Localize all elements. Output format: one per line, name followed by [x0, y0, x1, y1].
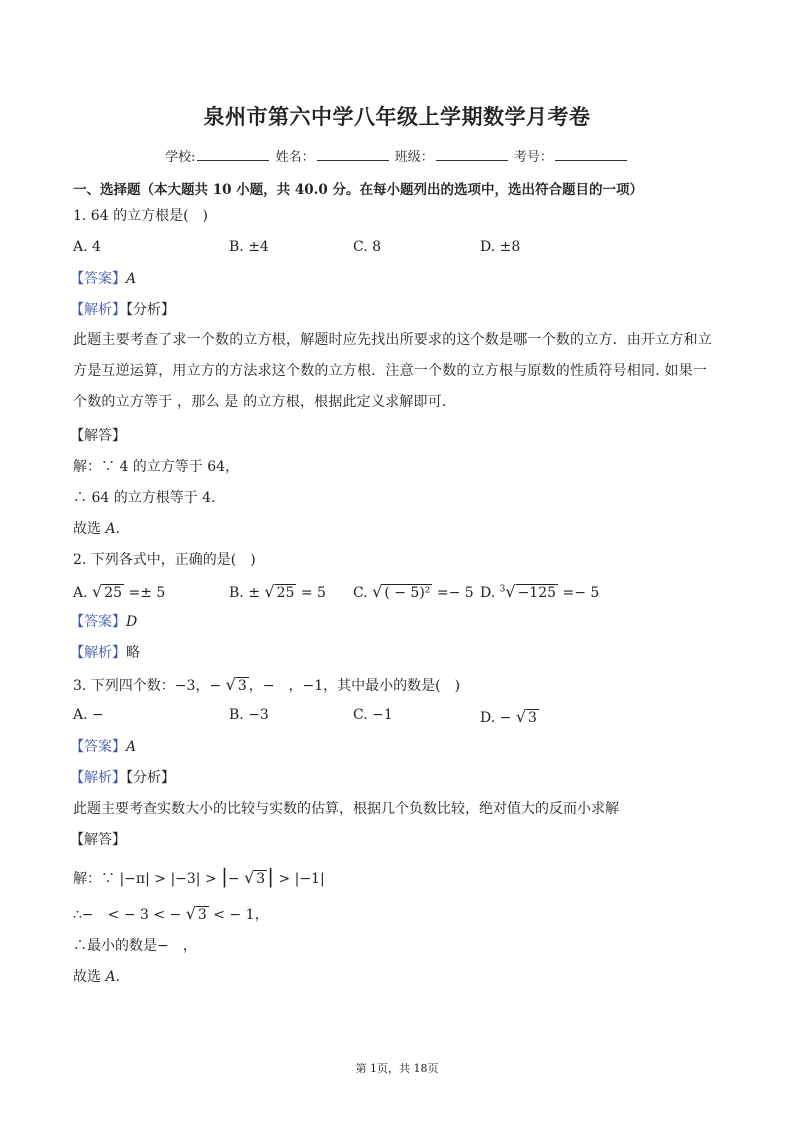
number-label: 考号： — [513, 150, 553, 165]
option-rest: =− 5 — [558, 585, 600, 601]
stem-prefix: 3. 下列四个数：−3，− — [73, 678, 226, 694]
class-label: 班级： — [394, 150, 434, 165]
q3-jieda-tag: 【解答】 — [70, 832, 126, 848]
q2-analysis — [70, 643, 140, 663]
q3-stem: 3. 下列四个数：−3，− √ 3 ，− ，−1，其中最小的数是( ) — [73, 675, 461, 694]
answer-value: A — [126, 739, 137, 755]
answer-value: A — [126, 271, 137, 287]
q1-jieda-tag: 【解答】 — [70, 428, 126, 444]
analysis-tag: 【解析】 — [70, 645, 126, 661]
option-rest: =− 5 — [432, 585, 474, 601]
radicand: 25 — [276, 585, 295, 601]
q3-step-2: ∴− < − 3 < − √ 3 < − 1， — [73, 904, 269, 923]
q3-step-3: ∴最小的数是− ， — [73, 938, 197, 954]
option-label: D. − — [480, 710, 516, 726]
q2-option-c: C. √ ( − 5)² =− 5 — [353, 582, 474, 601]
radicand: −125 — [517, 585, 557, 601]
q3-option-c: C. −1 — [353, 707, 393, 723]
q2-answer — [70, 612, 137, 632]
analysis-tag: 【解析】 — [70, 302, 126, 318]
q1-option-c: C. 8 — [353, 239, 382, 255]
choose-letter: A — [105, 969, 116, 985]
q3-step-4 — [73, 967, 130, 987]
q1-step-3 — [73, 519, 130, 539]
q1-option-d: D. ±8 — [480, 239, 521, 255]
choose-suffix: ． — [115, 521, 130, 537]
root-index: 3 — [499, 584, 506, 595]
fenxi-tag: 【分析】 — [126, 770, 175, 786]
q3-option-d: D. − √ 3 — [480, 707, 537, 726]
option-label: A. — [73, 585, 93, 601]
q2-option-d: D. $^3$√ −125 =− 5 — [480, 582, 600, 601]
q3-option-a: A. − — [73, 707, 104, 723]
q2-option-b: B. ± √ 25 = 5 — [229, 582, 326, 601]
q1-stem: 1. 64 的立方根是( ) — [73, 208, 208, 224]
radicand: 3 — [197, 907, 207, 923]
q1-analysis-text: 此题主要考查了求一个数的立方根，解题时应先找出所要求的这个数是哪一个数的立方．由开立方和立方是互逆运算，用立方的方法求这个数的立方根．注意一个数的立方根与原数的性质符号相同. 如果一个数的立方等于 ，那么 是 的立方根，根据此定义求解即可． — [73, 332, 712, 410]
q3-step-1: 解：∵ |−π| > |−3| > |− √ 3 | > |−1| — [73, 864, 325, 888]
number-blank — [555, 148, 627, 161]
fenxi-tag: 【分析】 — [126, 302, 175, 318]
radicand: 25 — [104, 585, 123, 601]
option-label: D. — [480, 585, 500, 601]
q1-step-2: ∴ 64 的立方根等于 4． — [73, 490, 226, 506]
radicand: 3 — [256, 871, 266, 887]
q1-step-1: 解：∵ 4 的立方等于 64， — [73, 459, 240, 475]
q3-analysis-text: 此题主要考查实数大小的比较与实数的估算，根据几个负数比较，绝对值大的反而小求解 — [73, 801, 619, 817]
q3-analysis-heading — [70, 768, 175, 788]
answer-tag: 【答案】 — [70, 614, 126, 630]
radicand: ( − 5)² — [384, 585, 431, 601]
step-prefix: 解：∵ |−π| > |−3| > — [73, 871, 222, 887]
page-title: 泉州市第六中学八年级上学期数学月考卷 — [203, 104, 591, 129]
choose-prefix: 故选 — [73, 521, 106, 537]
analysis-text: 略 — [126, 645, 140, 661]
step-prefix: ∴− < − 3 < − — [73, 907, 186, 923]
option-label: B. ± — [229, 585, 265, 601]
step-suffix: < − 1， — [208, 907, 269, 923]
page-footer: 第 1页，共 18页 — [355, 1062, 439, 1075]
name-blank — [317, 148, 389, 161]
student-info-line — [0, 146, 794, 165]
section-heading: 一、选择题（本大题共 10 小题，共 40.0 分。在每小题列出的选项中，选出符合题目的一项） — [73, 182, 643, 198]
q1-analysis-heading — [70, 300, 175, 320]
stem-suffix: ，− ，−1，其中最小的数是( ) — [248, 678, 461, 694]
option-rest: =± 5 — [124, 585, 166, 601]
radicand: 3 — [237, 678, 247, 694]
analysis-tag: 【解析】 — [70, 770, 126, 786]
school-blank — [197, 148, 269, 161]
radicand: 3 — [528, 710, 537, 726]
q3-option-b: B. −3 — [229, 707, 269, 723]
q2-stem: 2. 下列各式中，正确的是( ) — [73, 552, 256, 568]
name-label: 姓名： — [275, 150, 315, 165]
q1-option-b: B. ±4 — [229, 239, 269, 255]
step-suffix: > |−1| — [273, 871, 325, 887]
q1-answer — [70, 269, 136, 289]
answer-tag: 【答案】 — [70, 739, 126, 755]
class-blank — [436, 148, 508, 161]
answer-tag: 【答案】 — [70, 271, 126, 287]
choose-letter: A — [105, 521, 116, 537]
q2-option-a: A. √ 25 =± 5 — [73, 582, 166, 601]
answer-value: D — [126, 614, 138, 630]
school-label: 学校: — [165, 150, 196, 165]
choose-prefix: 故选 — [73, 969, 106, 985]
option-label: C. — [353, 585, 373, 601]
option-rest: = 5 — [296, 585, 326, 601]
q3-answer — [70, 737, 136, 757]
choose-suffix: ． — [115, 969, 130, 985]
q1-option-a: A. 4 — [73, 239, 101, 255]
